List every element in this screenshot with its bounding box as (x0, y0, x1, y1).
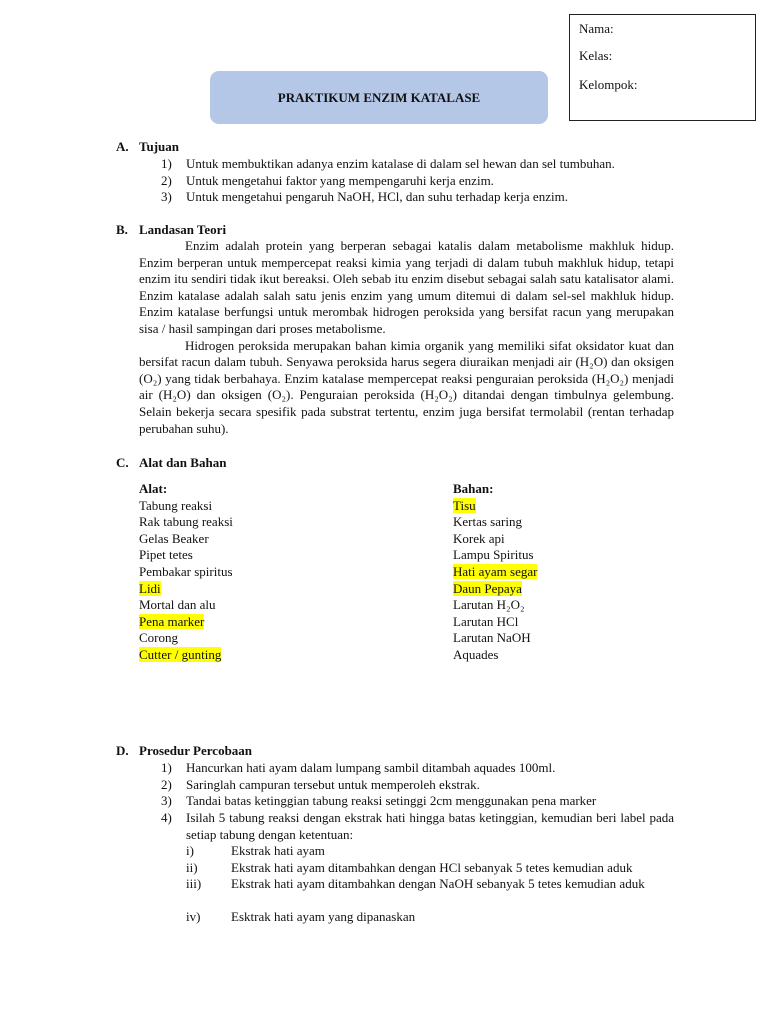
bahan-item-text: Korek api (453, 530, 505, 546)
bahan-header: Bahan: (453, 481, 494, 496)
alat-item-text: Pembakar spiritus (139, 563, 233, 579)
identity-box (569, 14, 756, 121)
alat-item (139, 581, 439, 598)
bahan-item (453, 531, 733, 548)
bahan-column (453, 481, 733, 664)
bahan-item-text: Hati ayam segar (453, 563, 538, 579)
list-text: Untuk mengetahui faktor yang mempengaruhi kerja enzim. (186, 173, 494, 188)
nama-label: Nama: (579, 21, 614, 36)
bahan-item (453, 630, 733, 647)
sub-list-text: Ekstrak hati ayam ditambahkan dengan HCl sebanyak 5 tetes kemudian aduk (231, 860, 633, 875)
alat-item (139, 647, 439, 664)
bahan-item (453, 498, 733, 515)
sub-list-number: iv) (186, 909, 201, 924)
list-number: 2) (161, 777, 172, 792)
theory-paragraph-2: Hidrogen peroksida merupakan bahan kimia organik yang memiliki sifat oksidator kuat dan bersifat racun dalam tubuh. Senyawa peroksida harus segera diuraikan menjadi air (H₂O) dan oksigen (O₂) yang tidak berbahaya. Enzim katalase mempercepat reaksi penguraian peroksida (H₂O₂) menjadi air (H₂O) dan oksigen (O₂). Penguraian peroksida (H₂O₂) ditandai dengan timbulnya gelembung. Selain bekerja secara spesifik pada substrat tertentu, enzim juga bersifat termolabil (rentan terhadap perubahan suhu). (139, 337, 674, 436)
alat-item-text: Cutter / gunting (139, 646, 222, 662)
section-b-title: Landasan Teori (139, 222, 227, 237)
section-a-title: Tujuan (139, 139, 179, 154)
sub-list-number: i) (186, 843, 194, 858)
list-number: 2) (161, 173, 172, 188)
list-number: 4) (161, 810, 172, 825)
list-text: Untuk mengetahui pengaruh NaOH, HCl, dan suhu terhadap kerja enzim. (186, 189, 568, 204)
sub-list-number: ii) (186, 860, 198, 875)
alat-item (139, 514, 439, 531)
bahan-item (453, 647, 733, 664)
sub-list-number: iii) (186, 876, 202, 891)
alat-column (139, 481, 439, 664)
bahan-item-text: Lampu Spiritus (453, 547, 534, 563)
list-text: Untuk membuktikan adanya enzim katalase di dalam sel hewan dan sel tumbuhan. (186, 156, 615, 171)
list-number: 1) (161, 156, 172, 171)
bahan-item-text: Daun Pepaya (453, 580, 522, 596)
list-number: 3) (161, 793, 172, 808)
alat-item (139, 597, 439, 614)
sub-list-text: Ekstrak hati ayam ditambahkan dengan NaOH sebanyak 5 tetes kemudian aduk (231, 876, 645, 891)
alat-item-text: Pena marker (139, 613, 205, 629)
alat-list (139, 498, 439, 664)
bahan-item (453, 597, 733, 614)
section-d-title: Prosedur Percobaan (139, 743, 253, 758)
sub-list-text: Ekstrak hati ayam (231, 843, 325, 858)
alat-item-text: Corong (139, 630, 178, 646)
bahan-item (453, 547, 733, 564)
bahan-item (453, 614, 733, 631)
alat-item (139, 630, 439, 647)
bahan-item (453, 514, 733, 531)
bahan-item-text: Larutan NaOH (453, 630, 531, 646)
alat-item-text: Pipet tetes (139, 547, 193, 563)
section-c-letter: C. (116, 455, 129, 470)
alat-header: Alat: (139, 481, 168, 496)
section-c-title: Alat dan Bahan (139, 455, 227, 470)
list-text: Tandai batas ketinggian tabung reaksi setinggi 2cm menggunakan pena marker (186, 793, 597, 808)
alat-item-text: Mortal dan alu (139, 597, 216, 613)
alat-item-text: Gelas Beaker (139, 530, 209, 546)
section-a-letter: A. (116, 139, 129, 154)
sub-list-text: Esktrak hati ayam yang dipanaskan (231, 909, 416, 924)
bahan-item (453, 564, 733, 581)
list-number: 3) (161, 189, 172, 204)
alat-item (139, 547, 439, 564)
list-number: 1) (161, 760, 172, 775)
list-text: Saringlah campuran tersebut untuk memperoleh ekstrak. (186, 777, 480, 792)
theory-paragraph-1: Enzim adalah protein yang berperan sebagai katalis dalam metabolisme makhluk hidup. Enzim berperan untuk mempercepat reaksi kimia yang terjadi di dalam tubuh makhluk hidup, tetapi enzim itu sendiri tidak ikut bereaksi. Oleh sebab itu enzim disebut sebagai salah satu katalisator alami. Enzim katalase adalah salah satu jenis enzim yang umum ditemui di dalam sel-sel makhluk hidup. Enzim katalase berfungsi untuk merombak hidrogen peroksida yang bersifat racun yang merupakan sisa / hasil sampingan dari proses metabolisme. (139, 238, 674, 336)
bahan-item-text: Tisu (453, 497, 476, 513)
theory-text (139, 238, 674, 437)
bahan-item-text: Kertas saring (453, 514, 522, 530)
section-b-letter: B. (116, 222, 128, 237)
bahan-item-text: Larutan H₂O₂ (453, 597, 525, 613)
alat-item (139, 564, 439, 581)
alat-item-text: Tabung reaksi (139, 497, 213, 513)
alat-item-text: Rak tabung reaksi (139, 514, 233, 530)
alat-item (139, 498, 439, 515)
bahan-item (453, 581, 733, 598)
alat-item (139, 531, 439, 548)
list-text: Isilah 5 tabung reaksi dengan ekstrak hati hingga batas ketinggian, kemudian beri label pada setiap tabung dengan ketentuan: (186, 810, 674, 842)
kelompok-label: Kelompok: (579, 77, 638, 92)
alat-item-text: Lidi (139, 580, 161, 596)
bahan-list (453, 498, 733, 664)
kelas-label: Kelas: (579, 48, 613, 63)
list-text: Hancurkan hati ayam dalam lumpang sambil ditambah aquades 100ml. (186, 760, 556, 775)
bahan-item-text: Aquades (453, 646, 499, 662)
bahan-item-text: Larutan HCl (453, 613, 519, 629)
page-title: PRAKTIKUM ENZIM KATALASE (210, 71, 548, 124)
alat-item (139, 614, 439, 631)
section-d-letter: D. (116, 743, 129, 758)
